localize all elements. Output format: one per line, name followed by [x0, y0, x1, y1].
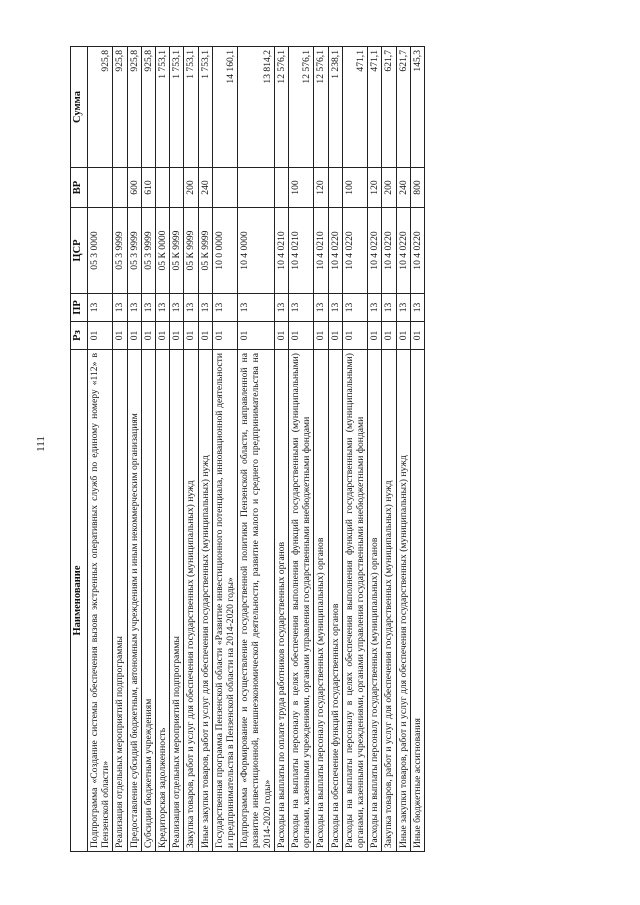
cell-name: Субсидии бюджетным учреждениям — [141, 350, 155, 852]
cell-name: Иные бюджетные ассигнования — [410, 350, 424, 852]
cell-sum: 1 753,1 — [156, 47, 170, 168]
cell-name: Подпрограмма «Формирование и осуществление государственной политики Пензенской области, направленной на развитие инвестиционной, внешнеэкономической деятельности, развитие малого и среднего предпринимательства на 2014-2020 годы» — [238, 350, 275, 852]
cell-rz: 01 — [328, 322, 342, 350]
cell-pr: 13 — [141, 294, 155, 322]
cell-rz: 01 — [396, 322, 410, 350]
cell-pr: 13 — [170, 294, 184, 322]
cell-pr: 13 — [198, 294, 212, 322]
cell-csr: 10 4 0210 — [314, 208, 328, 294]
table-row — [314, 47, 328, 852]
cell-vr: 610 — [141, 168, 155, 208]
cell-csr: 10 4 0220 — [382, 208, 396, 294]
cell-pr: 13 — [113, 294, 127, 322]
cell-name: Расходы на выплаты по оплате труда работников государственных органов — [274, 350, 288, 852]
cell-name: Расходы на выплаты персоналу в целях обеспечения выполнения функций государственными (муниципальными) органами, казенными учреждениями, органами управления государственными внебюджетными фондами — [289, 350, 314, 852]
cell-sum: 471,1 — [342, 47, 367, 168]
header-vr: ВР — [71, 168, 88, 208]
cell-pr: 13 — [127, 294, 141, 322]
budget-table-container — [70, 47, 606, 852]
cell-csr: 10 4 0210 — [274, 208, 288, 294]
cell-rz: 01 — [156, 322, 170, 350]
header-csr: ЦСР — [71, 208, 88, 294]
cell-rz: 01 — [314, 322, 328, 350]
cell-name: Государственная программа Пензенской области «Развитие инвестиционного потенциала, инновационной деятельности и предпринимательства в Пензенской области на 2014-2020 годы» — [212, 350, 237, 852]
cell-vr: 120 — [368, 168, 382, 208]
cell-sum: 12 576,1 — [289, 47, 314, 168]
table-row — [410, 47, 424, 852]
cell-sum: 925,8 — [88, 47, 113, 168]
budget-table — [70, 46, 425, 852]
cell-rz: 01 — [382, 322, 396, 350]
page-number: 111 — [35, 436, 47, 452]
cell-name: Иные закупки товаров, работ и услуг для обеспечения государственных (муниципальных) нужд — [396, 350, 410, 852]
cell-vr — [212, 168, 237, 208]
header-name: Наименование — [71, 350, 88, 852]
cell-pr: 13 — [289, 294, 314, 322]
table-row — [368, 47, 382, 852]
cell-name: Кредиторская задолженность — [156, 350, 170, 852]
cell-name: Иные закупки товаров, работ и услуг для обеспечения государственных (муниципальных) нужд — [198, 350, 212, 852]
table-row — [184, 47, 198, 852]
table-row — [382, 47, 396, 852]
cell-name: Реализация отдельных мероприятий подпрограммы — [170, 350, 184, 852]
cell-rz: 01 — [141, 322, 155, 350]
cell-sum: 1 753,1 — [198, 47, 212, 168]
cell-sum: 471,1 — [368, 47, 382, 168]
cell-sum: 13 814,2 — [238, 47, 275, 168]
cell-rz: 01 — [410, 322, 424, 350]
cell-pr: 13 — [382, 294, 396, 322]
cell-rz: 01 — [274, 322, 288, 350]
cell-rz: 01 — [113, 322, 127, 350]
cell-csr: 10 4 0210 — [289, 208, 314, 294]
cell-rz: 01 — [170, 322, 184, 350]
cell-pr: 13 — [328, 294, 342, 322]
table-row — [198, 47, 212, 852]
cell-vr: 120 — [314, 168, 328, 208]
cell-sum: 145,3 — [410, 47, 424, 168]
cell-pr: 13 — [184, 294, 198, 322]
cell-name: Закупка товаров, работ и услуг для обеспечения государственных (муниципальных) нужд — [184, 350, 198, 852]
cell-csr: 10 4 0220 — [410, 208, 424, 294]
cell-vr — [156, 168, 170, 208]
cell-sum: 1 753,1 — [170, 47, 184, 168]
header-rz: Рз — [71, 322, 88, 350]
cell-vr — [113, 168, 127, 208]
cell-csr: 05 3 9999 — [113, 208, 127, 294]
cell-vr — [88, 168, 113, 208]
cell-vr: 100 — [342, 168, 367, 208]
table-row — [289, 47, 314, 852]
cell-rz: 01 — [184, 322, 198, 350]
cell-vr: 200 — [382, 168, 396, 208]
cell-vr — [170, 168, 184, 208]
cell-rz: 01 — [127, 322, 141, 350]
cell-csr: 05 3 0000 — [88, 208, 113, 294]
cell-vr — [238, 168, 275, 208]
table-row — [113, 47, 127, 852]
cell-sum: 925,8 — [141, 47, 155, 168]
cell-vr: 240 — [396, 168, 410, 208]
cell-pr: 13 — [274, 294, 288, 322]
cell-sum: 12 576,1 — [314, 47, 328, 168]
cell-name: Реализация отдельных мероприятий подпрограммы — [113, 350, 127, 852]
header-sum: Сумма — [71, 47, 88, 168]
cell-pr: 13 — [314, 294, 328, 322]
cell-rz: 01 — [238, 322, 275, 350]
table-row — [156, 47, 170, 852]
cell-csr: 05 К 0000 — [156, 208, 170, 294]
cell-name: Расходы на выплаты персоналу в целях обеспечения выполнения функций государственными (муниципальными) органами, казенными учреждениями, органами управления государственными внебюджетными фондами — [342, 350, 367, 852]
cell-name: Расходы на выплаты персоналу государственных (муниципальных) органов — [368, 350, 382, 852]
table-row — [396, 47, 410, 852]
cell-pr: 13 — [368, 294, 382, 322]
cell-csr: 10 4 0220 — [396, 208, 410, 294]
table-row — [127, 47, 141, 852]
cell-sum: 1 753,1 — [184, 47, 198, 168]
cell-vr: 100 — [289, 168, 314, 208]
cell-rz: 01 — [88, 322, 113, 350]
cell-vr: 200 — [184, 168, 198, 208]
cell-sum: 925,8 — [113, 47, 127, 168]
cell-pr: 13 — [156, 294, 170, 322]
cell-csr: 10 0 0000 — [212, 208, 237, 294]
cell-csr: 10 4 0220 — [368, 208, 382, 294]
cell-sum: 1 238,1 — [328, 47, 342, 168]
cell-csr: 10 4 0000 — [238, 208, 275, 294]
header-row — [71, 47, 88, 852]
cell-sum: 621,7 — [396, 47, 410, 168]
cell-sum: 14 160,1 — [212, 47, 237, 168]
table-row — [328, 47, 342, 852]
cell-pr: 13 — [396, 294, 410, 322]
cell-pr: 13 — [212, 294, 237, 322]
cell-vr: 800 — [410, 168, 424, 208]
cell-name: Расходы на обеспечение функций государственных органов — [328, 350, 342, 852]
cell-sum: 621,7 — [382, 47, 396, 168]
cell-sum: 12 576,1 — [274, 47, 288, 168]
cell-rz: 01 — [212, 322, 237, 350]
cell-pr: 13 — [238, 294, 275, 322]
rotated-page — [70, 47, 606, 852]
cell-sum: 925,8 — [127, 47, 141, 168]
header-pr: ПР — [71, 294, 88, 322]
cell-rz: 01 — [342, 322, 367, 350]
cell-name: Подпрограмма «Создание системы обеспечения вызова экстренных оперативных служб по единому номеру «112» в Пензенской области» — [88, 350, 113, 852]
cell-rz: 01 — [289, 322, 314, 350]
cell-csr: 05 К 9999 — [170, 208, 184, 294]
table-row — [170, 47, 184, 852]
cell-csr: 05 3 9999 — [127, 208, 141, 294]
cell-pr: 13 — [410, 294, 424, 322]
cell-csr: 05 К 9999 — [184, 208, 198, 294]
cell-name: Закупка товаров, работ и услуг для обеспечения государственных (муниципальных) нужд — [382, 350, 396, 852]
cell-pr: 13 — [88, 294, 113, 322]
cell-rz: 01 — [198, 322, 212, 350]
table-row — [212, 47, 237, 852]
cell-vr — [274, 168, 288, 208]
table-row — [141, 47, 155, 852]
cell-rz: 01 — [368, 322, 382, 350]
cell-csr: 05 3 9999 — [141, 208, 155, 294]
table-row — [88, 47, 113, 852]
cell-csr: 10 4 0220 — [328, 208, 342, 294]
cell-pr: 13 — [342, 294, 367, 322]
table-row — [342, 47, 367, 852]
cell-vr: 240 — [198, 168, 212, 208]
table-row — [238, 47, 275, 852]
cell-name: Предоставление субсидий бюджетным, автономным учреждениям и иным некоммерческим организациям — [127, 350, 141, 852]
table-row — [274, 47, 288, 852]
cell-csr: 10 4 0220 — [342, 208, 367, 294]
cell-vr — [328, 168, 342, 208]
cell-vr: 600 — [127, 168, 141, 208]
cell-csr: 05 К 9999 — [198, 208, 212, 294]
cell-name: Расходы на выплаты персоналу государственных (муниципальных) органов — [314, 350, 328, 852]
